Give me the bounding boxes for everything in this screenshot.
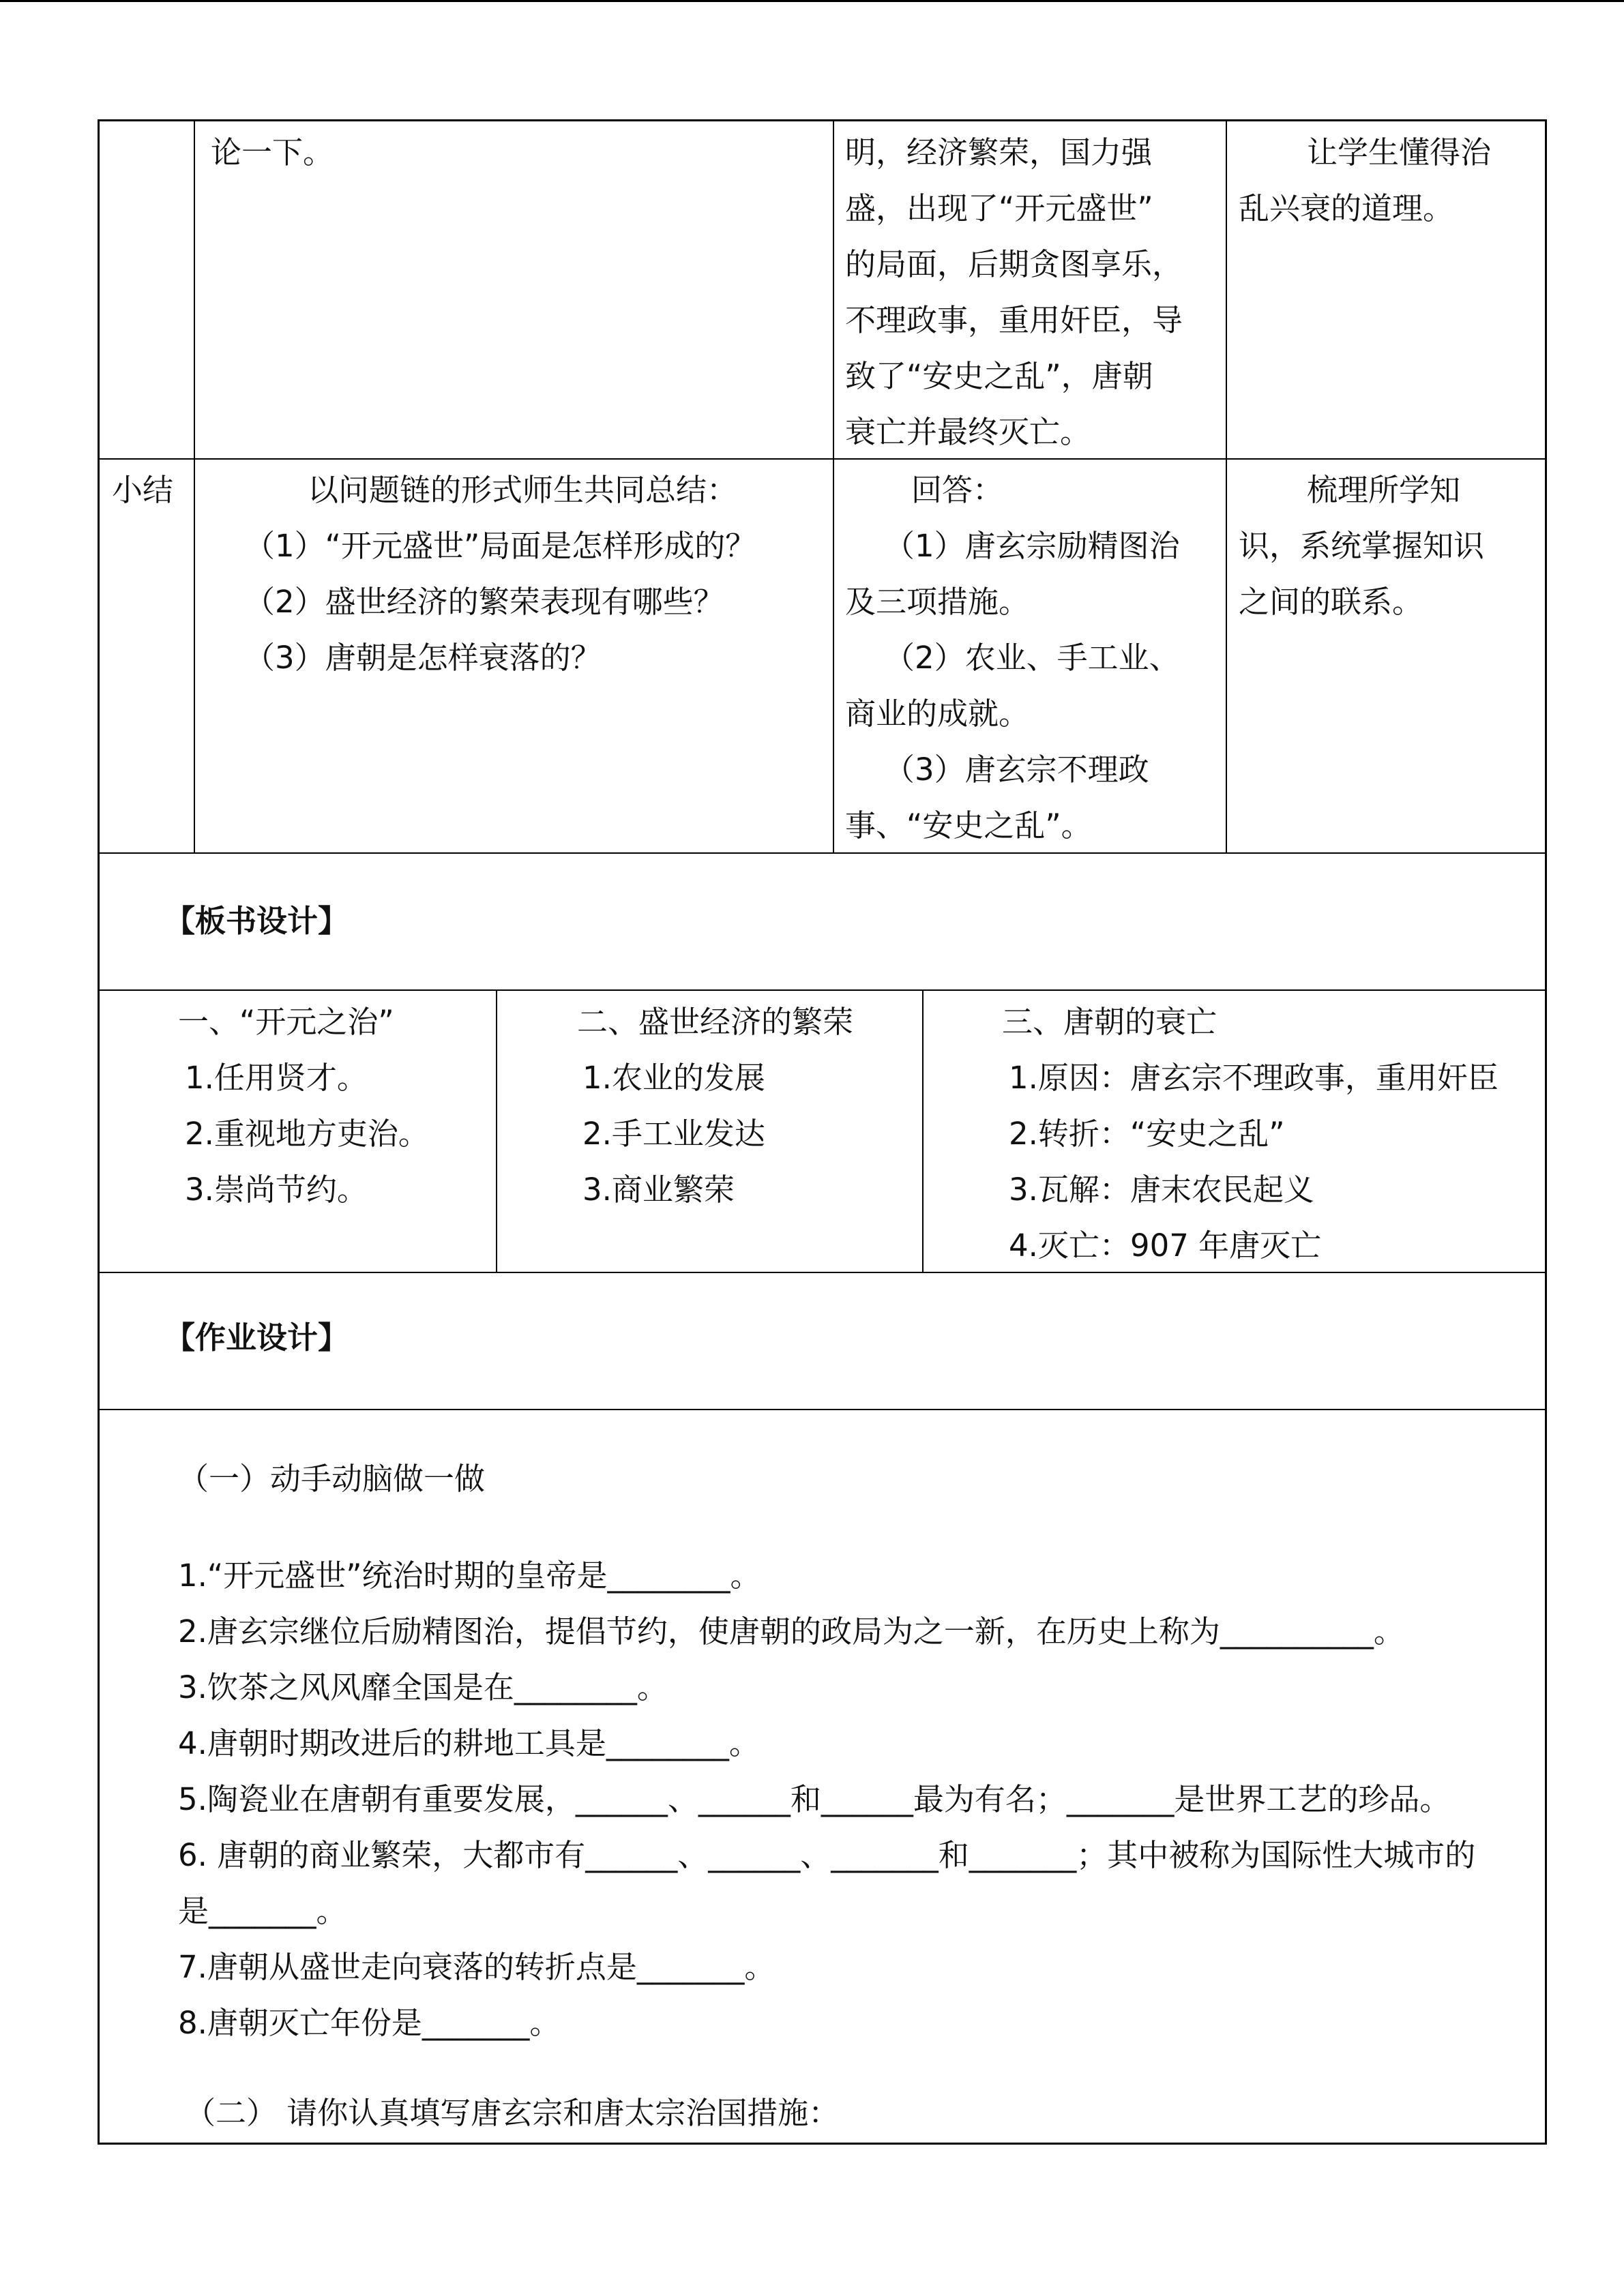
- board-col3-item: 1.原因：唐玄宗不理政事，重用奸臣: [1009, 1060, 1498, 1096]
- board-col2-item: 3.商业繁荣: [582, 1172, 735, 1208]
- teacher-activity-line: （1）“开元盛世”局面是怎样形成的？: [244, 528, 756, 564]
- board-col1-item: 1.任用贤才。: [185, 1060, 368, 1096]
- board-col1-item: 3.崇尚节约。: [185, 1172, 368, 1208]
- student-activity-line: 的局面，后期贪图享乐，: [845, 246, 1183, 282]
- homework-section-title: （二） 请你认真填写唐玄宗和唐太宗治国措施：: [185, 2095, 840, 2131]
- homework-question: 6. 唐朝的商业繁荣，大都市有______、______、_______和_______；其中被称为国际性大城市的: [178, 1837, 1476, 1873]
- design-intent-line: 让学生懂得治: [1307, 134, 1492, 170]
- homework-question: 4.唐朝时期改进后的耕地工具是________。: [178, 1725, 760, 1761]
- student-activity-line: （1）唐玄宗励精图治: [884, 528, 1180, 564]
- row-divider: [100, 852, 1545, 854]
- board-col3-heading: 三、唐朝的衰亡: [1002, 1004, 1217, 1040]
- student-activity-line: 盛，出现了“开元盛世”: [845, 190, 1153, 226]
- homework-section-title: （一）动手动脑做一做: [178, 1461, 486, 1497]
- design-intent-line: 之间的联系。: [1239, 584, 1423, 620]
- row-divider: [100, 458, 1545, 460]
- student-activity-line: 不理政事，重用奸臣，导: [845, 302, 1183, 338]
- board-col3-item: 2.转折：“安史之乱”: [1009, 1116, 1285, 1152]
- row-divider: [100, 989, 1545, 991]
- student-activity-line: 致了“安史之乱”，唐朝: [845, 358, 1153, 394]
- teacher-activity-line: （2）盛世经济的繁荣表现有哪些？: [244, 584, 724, 620]
- top-border-line: [0, 0, 1624, 2]
- column-divider: [194, 121, 195, 852]
- homework-question: 7.唐朝从盛世走向衰落的转折点是_______。: [178, 1949, 776, 1985]
- homework-title: 【作业设计】: [164, 1320, 349, 1356]
- homework-question: 1.“开元盛世”统治时期的皇帝是________。: [178, 1557, 761, 1594]
- design-intent-line: 梳理所学知: [1307, 472, 1461, 508]
- design-intent-line: 识，系统掌握知识: [1239, 528, 1485, 564]
- board-col2-item: 1.农业的发展: [582, 1060, 765, 1096]
- student-activity-line: （2）农业、手工业、: [884, 640, 1180, 676]
- design-intent-line: 乱兴衰的道理。: [1239, 190, 1454, 226]
- student-activity-line: 衰亡并最终灭亡。: [845, 414, 1091, 450]
- board-col1-item: 2.重视地方吏治。: [185, 1116, 429, 1152]
- homework-question: 2.唐玄宗继位后励精图治，提倡节约，使唐朝的政局为之一新，在历史上称为__________。: [178, 1613, 1404, 1650]
- student-activity-line: 商业的成就。: [845, 696, 1030, 732]
- board-design-title: 【板书设计】: [164, 903, 349, 939]
- student-activity-line: 明，经济繁荣，国力强: [845, 134, 1153, 170]
- teacher-activity-line: （3）唐朝是怎样衰落的？: [244, 640, 602, 676]
- board-col2-heading: 二、盛世经济的繁荣: [577, 1004, 854, 1040]
- board-column-divider: [496, 989, 497, 1272]
- board-column-divider: [922, 989, 924, 1272]
- column-divider: [833, 121, 834, 852]
- student-activity-line: 回答：: [911, 472, 1004, 508]
- lesson-plan-table: [98, 119, 1547, 2145]
- homework-question: 8.唐朝灭亡年份是_______。: [178, 2005, 561, 2041]
- process-text-fragment: 论一下。: [211, 134, 334, 170]
- homework-question: 3.饮茶之风风靡全国是在________。: [178, 1669, 668, 1705]
- board-col2-item: 2.手工业发达: [582, 1116, 765, 1152]
- stage-label: 小结: [112, 472, 174, 508]
- teacher-activity-line: 以问题链的形式师生共同总结：: [308, 472, 738, 508]
- row-divider: [100, 1409, 1545, 1410]
- student-activity-line: 及三项措施。: [845, 584, 1030, 620]
- board-col3-item: 4.灭亡：907 年唐灭亡: [1009, 1227, 1322, 1264]
- board-col3-item: 3.瓦解：唐末农民起义: [1009, 1172, 1314, 1208]
- column-divider: [1226, 121, 1227, 852]
- row-divider: [100, 1272, 1545, 1273]
- homework-question: 是_______。: [178, 1893, 347, 1929]
- student-activity-line: 事、“安史之乱”。: [845, 807, 1092, 844]
- board-col1-heading: 一、“开元之治”: [178, 1004, 394, 1040]
- homework-question: 5.陶瓷业在唐朝有重要发展，______、______和______最为有名；_______是世界工艺的珍品。: [178, 1781, 1451, 1817]
- student-activity-line: （3）唐玄宗不理政: [884, 751, 1149, 788]
